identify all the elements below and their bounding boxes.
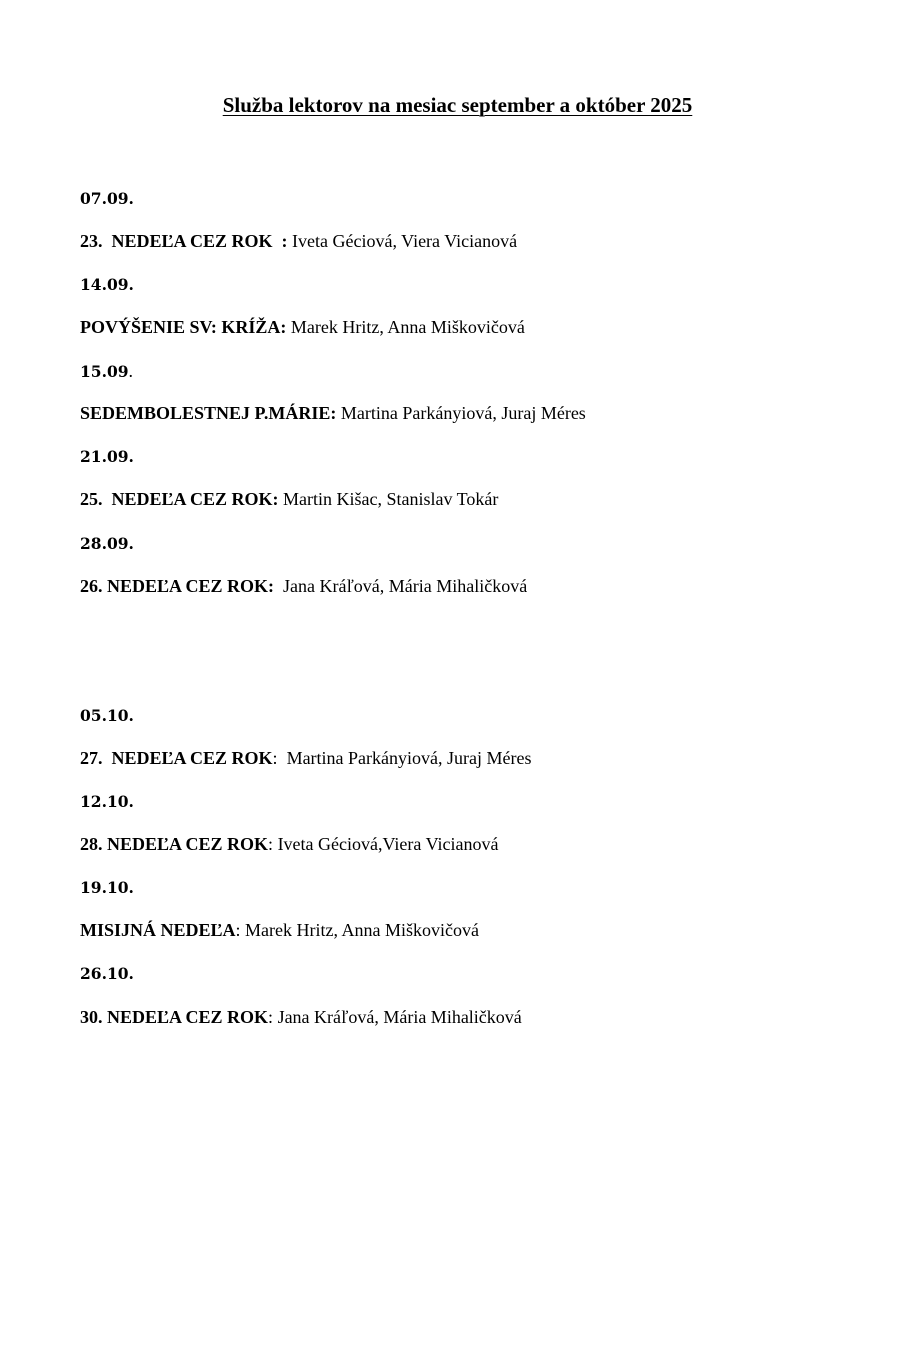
entry-line	[80, 402, 586, 424]
entry-line	[80, 488, 498, 510]
date-line: 19.10.	[80, 878, 134, 897]
feast-name: 27. NEDEĽA CEZ ROK	[80, 748, 273, 768]
lector-names: Martina Parkányiová, Juraj Méres	[336, 403, 586, 423]
date-line: 26.10.	[80, 964, 134, 983]
entry-line	[80, 230, 517, 252]
lector-names: Marek Hritz, Anna Miškovičová	[286, 317, 525, 337]
date-line: 28.09.	[80, 534, 134, 553]
lector-names: Jana Kráľová, Mária Mihaličková	[274, 576, 528, 596]
entry-line: 27. NEDEĽA CEZ ROK: Martina Parkányiová, Juraj Méres	[80, 748, 532, 768]
date-line: 05.10.	[80, 706, 134, 725]
feast-name: 26. NEDEĽA CEZ ROK:	[80, 576, 275, 596]
entry-line: 30. NEDEĽA CEZ ROK: Jana Kráľová, Mária Mihaličková	[80, 1007, 522, 1027]
feast-name: 30. NEDEĽA CEZ ROK	[80, 1007, 269, 1027]
entry-line: 28. NEDEĽA CEZ ROK: Iveta Géciová,Viera Vicianová	[80, 834, 499, 854]
feast-name: POVÝŠENIE SV: KRÍŽA:	[80, 317, 287, 337]
document-title-text: Služba lektorov na mesiac september a október 2025	[222, 93, 693, 117]
feast-name: 25. NEDEĽA CEZ ROK:	[80, 489, 279, 509]
entry-line: MISIJNÁ NEDEĽA: Marek Hritz, Anna Miškovičová	[80, 920, 479, 940]
feast-name: MISIJNÁ NEDEĽA	[80, 920, 236, 940]
feast-name: 23. NEDEĽA CEZ ROK :	[80, 231, 288, 251]
lector-names: Iveta Géciová, Viera Vicianová	[287, 231, 518, 251]
entry-line	[80, 316, 525, 338]
date-line: 21.09.	[80, 447, 134, 466]
date-line: 07.09.	[80, 189, 134, 208]
lector-names: Marek Hritz, Anna Miškovičová	[240, 920, 479, 940]
lector-names: Martina Parkányiová, Juraj Méres	[277, 748, 532, 768]
date-line: 12.10.	[80, 792, 134, 811]
entry-line	[80, 575, 527, 597]
date-line: 15.09.	[80, 361, 134, 381]
date-line: 14.09.	[80, 275, 134, 294]
feast-name: 28. NEDEĽA CEZ ROK	[80, 834, 269, 854]
lector-names: Martin Kišac, Stanislav Tokár	[278, 489, 499, 509]
lector-names: Iveta Géciová,Viera Vicianová	[273, 834, 499, 854]
feast-name: SEDEMBOLESTNEJ P.MÁRIE:	[80, 403, 337, 423]
document-title	[0, 92, 915, 118]
lector-names: Jana Kráľová, Mária Mihaličková	[273, 1007, 522, 1027]
